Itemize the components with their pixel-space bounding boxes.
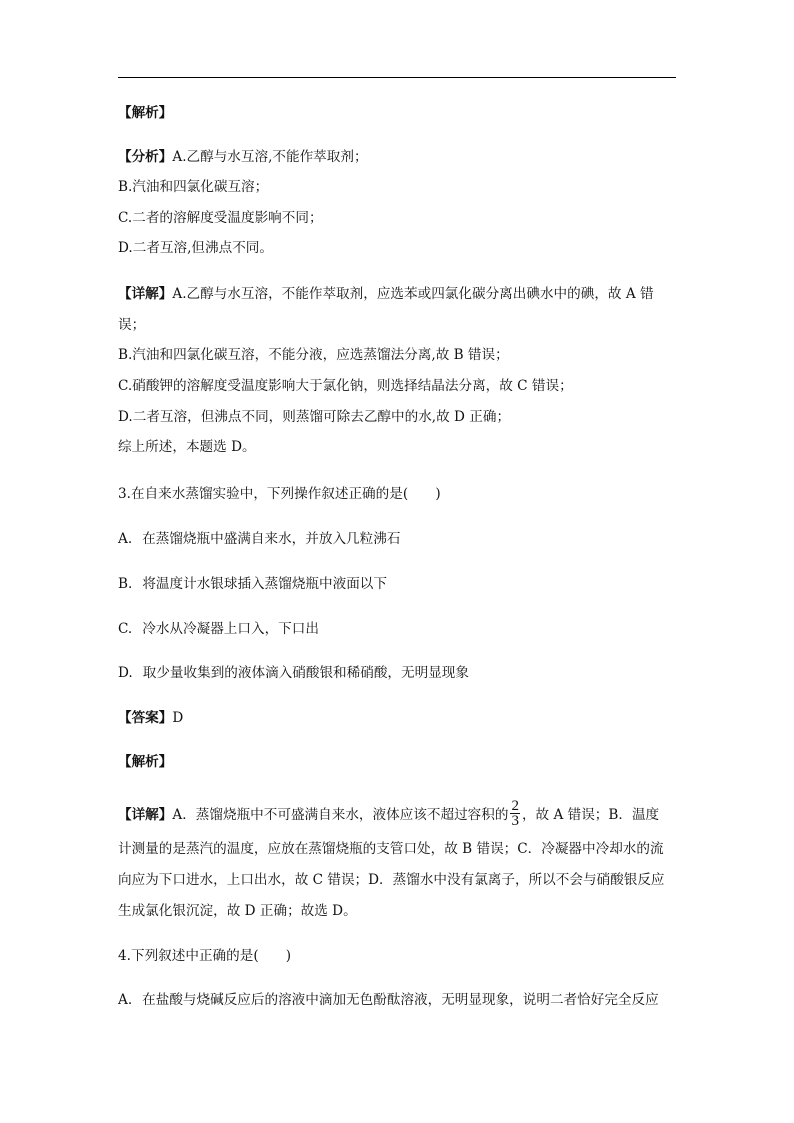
option-text: 在盐酸与烧碱反应后的溶液中滴加无色酚酞溶液，无明显现象，说明二者恰好完全反应	[142, 992, 659, 1008]
fraction-numerator: 2	[511, 798, 519, 814]
fraction-denominator: 3	[511, 813, 519, 829]
xiangjie-1-line-1	[118, 285, 654, 303]
xiangjie-tag-1: 【详解】	[118, 286, 173, 302]
fenxi-text-a: A.乙醇与水互溶,不能作萃取剂；	[172, 149, 368, 165]
option-letter: A.	[118, 992, 133, 1008]
option-letter: D.	[118, 665, 133, 681]
fenxi-tag: 【分析】	[118, 149, 173, 165]
question-3-option-b	[118, 575, 387, 593]
option-letter: C.	[118, 621, 133, 637]
fenxi-line-3: C.二者的溶解度受温度影响不同；	[118, 210, 323, 226]
fenxi-line-4: D.二者互溶,但沸点不同。	[118, 240, 273, 256]
option-text: 取少量收集到的液体滴入硝酸银和稀硝酸，无明显现象	[142, 665, 469, 681]
xiangjie-2-text-a: A．蒸馏烧瓶中不可盛满自来水，液体应该不超过容积的	[172, 807, 509, 823]
question-3-option-a	[118, 530, 400, 548]
xiangjie-1-text-a: A.乙醇与水互溶，不能作萃取剂，应选苯或四氯化碳分离出碘水中的碘，故 A 错	[172, 286, 654, 302]
fenxi-line-1	[118, 148, 368, 166]
option-letter: A.	[118, 531, 133, 547]
xiangjie-tag-2: 【详解】	[118, 807, 173, 823]
option-text: 将温度计水银球插入蒸馏烧瓶中液面以下	[142, 576, 387, 592]
option-text: 冷水从冷凝器上口入，下口出	[142, 621, 319, 637]
question-3-option-c	[118, 620, 319, 638]
fraction-two-thirds	[510, 799, 520, 828]
jiexi-heading-2: 【解析】	[118, 754, 173, 770]
xiangjie-2-line-3: 向应为下口进水，上口出水，故 C 错误；D．蒸馏水中没有氯离子，所以不会与硝酸银反应	[118, 872, 665, 888]
question-3-option-d	[118, 664, 469, 682]
xiangjie-1-line-5: D.二者互溶，但沸点不同，则蒸馏可除去乙醇中的水,故 D 正确；	[118, 409, 511, 425]
xiangjie-1-line-3: B.汽油和四氯化碳互溶，不能分液，应选蒸馏法分离,故 B 错误；	[118, 347, 509, 363]
fenxi-line-2: B.汽油和四氯化碳互溶；	[118, 179, 269, 195]
question-4-stem: 4.下列叙述中正确的是( )	[118, 948, 292, 964]
answer-value: D	[172, 710, 184, 726]
option-text: 在蒸馏烧瓶中盛满自来水，并放入几粒沸石	[142, 531, 401, 547]
xiangjie-1-line-2: 误；	[118, 317, 146, 333]
xiangjie-2-text-b: ，故 A 错误；B．温度	[521, 807, 660, 823]
question-4-option-a	[118, 991, 659, 1009]
xiangjie-2-line-4: 生成氯化银沉淀，故 D 正确；故选 D。	[118, 903, 357, 919]
option-letter: B.	[118, 576, 133, 592]
xiangjie-2-line-2: 计测量的是蒸汽的温度，应放在蒸馏烧瓶的支管口处，故 B 错误；C．冷凝器中冷却水的流	[118, 841, 664, 857]
answer-tag: 【答案】	[118, 710, 173, 726]
xiangjie-2-line-1	[118, 798, 660, 830]
xiangjie-1-line-6: 综上所述，本题选 D。	[118, 439, 256, 455]
xiangjie-1-line-4: C.硝酸钾的溶解度受温度影响大于氯化钠，则选择结晶法分离，故 C 错误；	[118, 378, 573, 394]
jiexi-heading-1: 【解析】	[118, 105, 173, 121]
answer-line	[118, 709, 183, 727]
header-rule	[118, 77, 676, 78]
question-3-stem: 3.在自来水蒸馏实验中，下列操作叙述正确的是( )	[118, 486, 441, 502]
